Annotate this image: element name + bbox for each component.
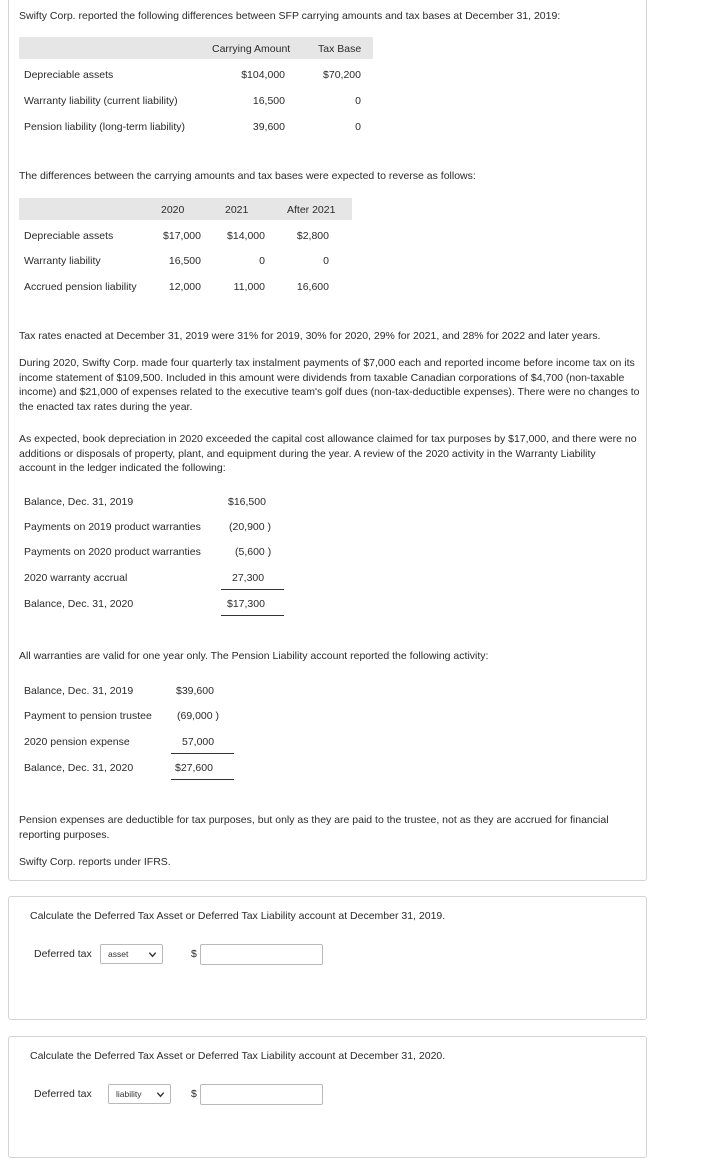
pension-note bbox=[19, 813, 609, 842]
pension-intro-text: All warranties are valid for one year only. The Pension Liability account reported the following activity: bbox=[19, 650, 489, 662]
paragraph-line: the enacted tax rates during the year. bbox=[19, 400, 193, 413]
table2-header-after: After 2021 bbox=[287, 204, 336, 216]
deferred-tax-amount-input[interactable] bbox=[200, 1084, 323, 1105]
warranty-ledger-amount: 27,300 bbox=[232, 572, 265, 584]
paragraph-depreciation bbox=[19, 432, 637, 476]
table2-row-label: Warranty liability bbox=[24, 255, 101, 267]
question1-prompt: Calculate the Deferred Tax Asset or Deferred Tax Liability account at December 31, 2019. bbox=[30, 910, 446, 922]
table1-row-carrying: $104,000 bbox=[241, 69, 285, 81]
currency-symbol: $ bbox=[191, 1088, 197, 1100]
pension-ledger-label: Balance, Dec. 31, 2019 bbox=[24, 685, 134, 697]
pension-ledger-amount: 57,000 bbox=[182, 736, 215, 748]
currency-symbol: $ bbox=[191, 948, 197, 960]
chevron-down-icon bbox=[148, 950, 157, 959]
table1-row-label: Depreciable assets bbox=[24, 69, 114, 81]
table2-row-after: 16,600 bbox=[296, 281, 329, 293]
chevron-down-icon bbox=[156, 1090, 165, 1099]
table1-header-carrying: Carrying Amount bbox=[212, 43, 291, 55]
warranty-ledger-amount: $17,300 bbox=[227, 598, 265, 610]
table2-row-2021: 0 bbox=[259, 255, 265, 267]
question2-prompt: Calculate the Deferred Tax Asset or Deferred Tax Liability account at December 31, 2020. bbox=[30, 1050, 446, 1062]
table1-row-taxbase: 0 bbox=[355, 95, 361, 107]
table2-row-label: Depreciable assets bbox=[24, 230, 114, 242]
table2-row-label: Accrued pension liability bbox=[24, 281, 137, 293]
warranty-ledger-label: Balance, Dec. 31, 2019 bbox=[24, 496, 134, 508]
table1-row-carrying: 39,600 bbox=[252, 121, 285, 133]
pension-ledger-label: 2020 pension expense bbox=[24, 736, 130, 748]
warranty-ledger-label: Payments on 2019 product warranties bbox=[24, 521, 201, 533]
tax-rates-text: Tax rates enacted at December 31, 2019 were 31% for 2019, 30% for 2020, 29% for 2021, and 28% for 2022 and later years. bbox=[19, 330, 601, 342]
problem-panel bbox=[8, 0, 647, 881]
paragraph-line: During 2020, Swifty Corp. made four quarterly tax instalment payments of $7,000 each and reported income before income tax on its bbox=[19, 357, 635, 369]
pension-ledger-amount: $39,600 bbox=[176, 685, 214, 697]
question1-panel bbox=[8, 896, 647, 1020]
pension-ledger-label: Balance, Dec. 31, 2020 bbox=[24, 762, 134, 774]
warranty-ledger-label: 2020 warranty accrual bbox=[24, 572, 128, 584]
deferred-tax-type-select[interactable] bbox=[108, 1084, 171, 1104]
warranty-ledger-label: Balance, Dec. 31, 2020 bbox=[24, 598, 134, 610]
warranty-ledger-amount: (20,900 ) bbox=[229, 521, 272, 533]
pension-ledger-label: Payment to pension trustee bbox=[24, 710, 152, 722]
table1-row-label: Pension liability (long-term liability) bbox=[24, 121, 186, 133]
paragraph-2020-activity bbox=[19, 356, 640, 414]
warranty-ledger-amount: $16,500 bbox=[228, 496, 266, 508]
pension-ledger-amount: $27,600 bbox=[175, 762, 213, 774]
ifrs-note: Swifty Corp. reports under IFRS. bbox=[19, 856, 171, 868]
table2-row-2020: 16,500 bbox=[168, 255, 201, 267]
table2-row-after: $2,800 bbox=[296, 230, 329, 242]
table2-row-2020: $17,000 bbox=[163, 230, 201, 242]
pension-ledger-amount: (69,000 ) bbox=[177, 710, 220, 722]
select-value: asset bbox=[108, 949, 129, 959]
paragraph-line: account in the ledger indicated the following: bbox=[19, 462, 226, 474]
table2-row-2020: 12,000 bbox=[168, 281, 201, 293]
table1-row-taxbase: $70,200 bbox=[323, 69, 361, 81]
table2-row-2021: $14,000 bbox=[227, 230, 265, 242]
paragraph-line: income) and $21,000 of expenses related to the executive team's golf dues (non-tax-deductible expenses). There were no changes to bbox=[19, 386, 640, 398]
paragraph-line: reporting purposes. bbox=[19, 828, 110, 841]
table2-header-2020: 2020 bbox=[161, 204, 185, 216]
table1-row-taxbase: 0 bbox=[355, 121, 361, 133]
paragraph-line: income statement of $109,500. Included in this amount were dividends from taxable Canadian corporations of $4,700 (non-taxable bbox=[19, 371, 625, 384]
deferred-tax-type-select[interactable] bbox=[100, 944, 163, 964]
intro-text: Swifty Corp. reported the following differences between SFP carrying amounts and tax bases at December 31, 2019: bbox=[19, 10, 561, 22]
warranty-ledger-amount: (5,600 ) bbox=[235, 546, 272, 558]
table2-row-after: 0 bbox=[323, 255, 329, 267]
deferred-tax-amount-input[interactable] bbox=[200, 944, 323, 965]
deferred-tax-label: Deferred tax bbox=[34, 1088, 92, 1100]
question2-panel bbox=[8, 1036, 647, 1158]
warranty-ledger-label: Payments on 2020 product warranties bbox=[24, 546, 201, 558]
deferred-tax-label: Deferred tax bbox=[34, 948, 92, 960]
select-value: liability bbox=[116, 1089, 142, 1099]
pension-ledger-rule bbox=[171, 779, 234, 780]
table1-header-taxbase: Tax Base bbox=[318, 43, 362, 55]
paragraph-line: additions or disposals of property, plant, and equipment during the year. A review of the 2020 activity in the Warranty Liability bbox=[19, 447, 596, 460]
pension-ledger-rule bbox=[171, 753, 234, 754]
table2-row-2021: 11,000 bbox=[233, 281, 265, 293]
table1-row-carrying: 16,500 bbox=[252, 95, 285, 107]
reverse-intro-text: The differences between the carrying amounts and tax bases were expected to reverse as follows: bbox=[19, 170, 476, 182]
table1-row-label: Warranty liability (current liability) bbox=[24, 95, 178, 107]
warranty-ledger-rule bbox=[221, 615, 284, 616]
warranty-ledger-rule bbox=[221, 589, 284, 590]
table2-header-2021: 2021 bbox=[225, 204, 249, 216]
paragraph-line: Pension expenses are deductible for tax purposes, but only as they are paid to the trustee, not as they are accrued for financial bbox=[19, 814, 609, 826]
paragraph-line: As expected, book depreciation in 2020 exceeded the capital cost allowance claimed for tax purposes by $17,000, and there were no bbox=[19, 433, 637, 445]
